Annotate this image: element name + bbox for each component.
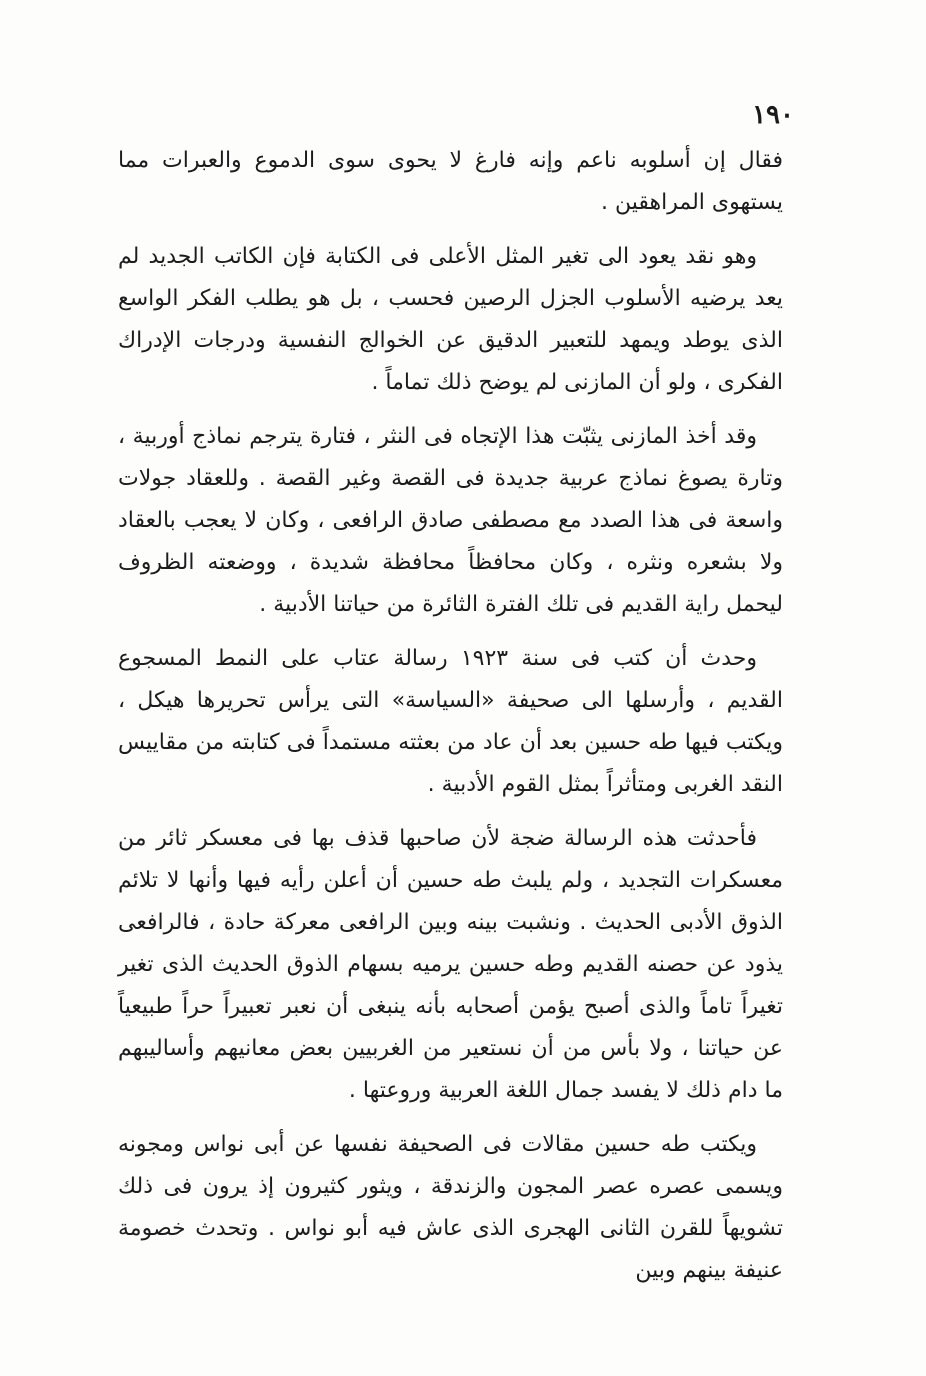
- paragraph-6: ويكتب طه حسين مقالات فى الصحيفة نفسها عن أبى نواس ومجونه ويسمى عصره عصر المجون والزندقة ، ويثور كثيرون إذ يرون فى ذلك تشويهاً للقرن الثانى الهجرى الذى عاش فيه أبو نواس . وتحدث خصومة عنيفة بينهم وبين: [118, 1132, 783, 1283]
- paragraph-4: وحدث أن كتب فى سنة ١٩٢٣ رسالة عتاب على النمط المسجوع القديم ، وأرسلها الى صحيفة «السياسة» التى يرأس تحريرها هيكل ، ويكتب فيها طه حسين بعد أن عاد من بعثته مستمداً فى كتابته من مقاييس النقد الغربى ومتأثراً بمثل القوم الأدبية .: [118, 646, 783, 797]
- paragraph-1: فقال إن أسلوبه ناعم وإنه فارغ لا يحوى سوى الدموع والعبرات مما يستهوى المراهقين .: [118, 148, 783, 215]
- paragraph-2: وهو نقد يعود الى تغير المثل الأعلى فى الكتابة فإن الكاتب الجديد لم يعد يرضيه الأسلوب الجزل الرصين فحسب ، بل هو يطلب الفكر الواسع الذى يوطد ويمهد للتعبير الدقيق عن الخوالج النفسية ودرجات الإدراك الفكرى ، ولو أن المازنى لم يوضح ذلك تماماً .: [118, 244, 783, 395]
- paragraph-3: وقد أخذ المازنى يثبّت هذا الإتجاه فى النثر ، فتارة يترجم نماذج أوربية ، وتارة يصوغ نماذج عربية جديدة فى القصة وغير القصة . وللعقاد جولات واسعة فى هذا الصدد مع مصطفى صادق الرافعى ، وكان لا يعجب بالعقاد ولا بشعره ونثره ، وكان محافظاً محافظة شديدة ، ووضعته الظروف ليحمل راية القديم فى تلك الفترة الثائرة من حياتنا الأدبية .: [118, 424, 783, 617]
- body-text: [118, 140, 783, 1304]
- paragraph-5: فأحدثت هذه الرسالة ضجة لأن صاحبها قذف بها فى معسكر ثائر من معسكرات التجديد ، ولم يلبث طه حسين أن أعلن رأيه فيها وأنها لا تلائم الذوق الأدبى الحديث . ونشبت بينه وبين الرافعى معركة حادة ، فالرافعى يذود عن حصنه القديم وطه حسين يرميه بسهام الذوق الحديث الذى تغير تغيراً تاماً والذى أصبح يؤمن أصحابه بأنه ينبغى أن نعبر تعبيراً حراً طبيعياً عن حياتنا ، ولا بأس من أن نستعير من الغربيين بعض معانيهم وأساليبهم ما دام ذلك لا يفسد جمال اللغة العربية وروعتها .: [118, 826, 783, 1103]
- page-number: ١٩٠: [752, 100, 794, 130]
